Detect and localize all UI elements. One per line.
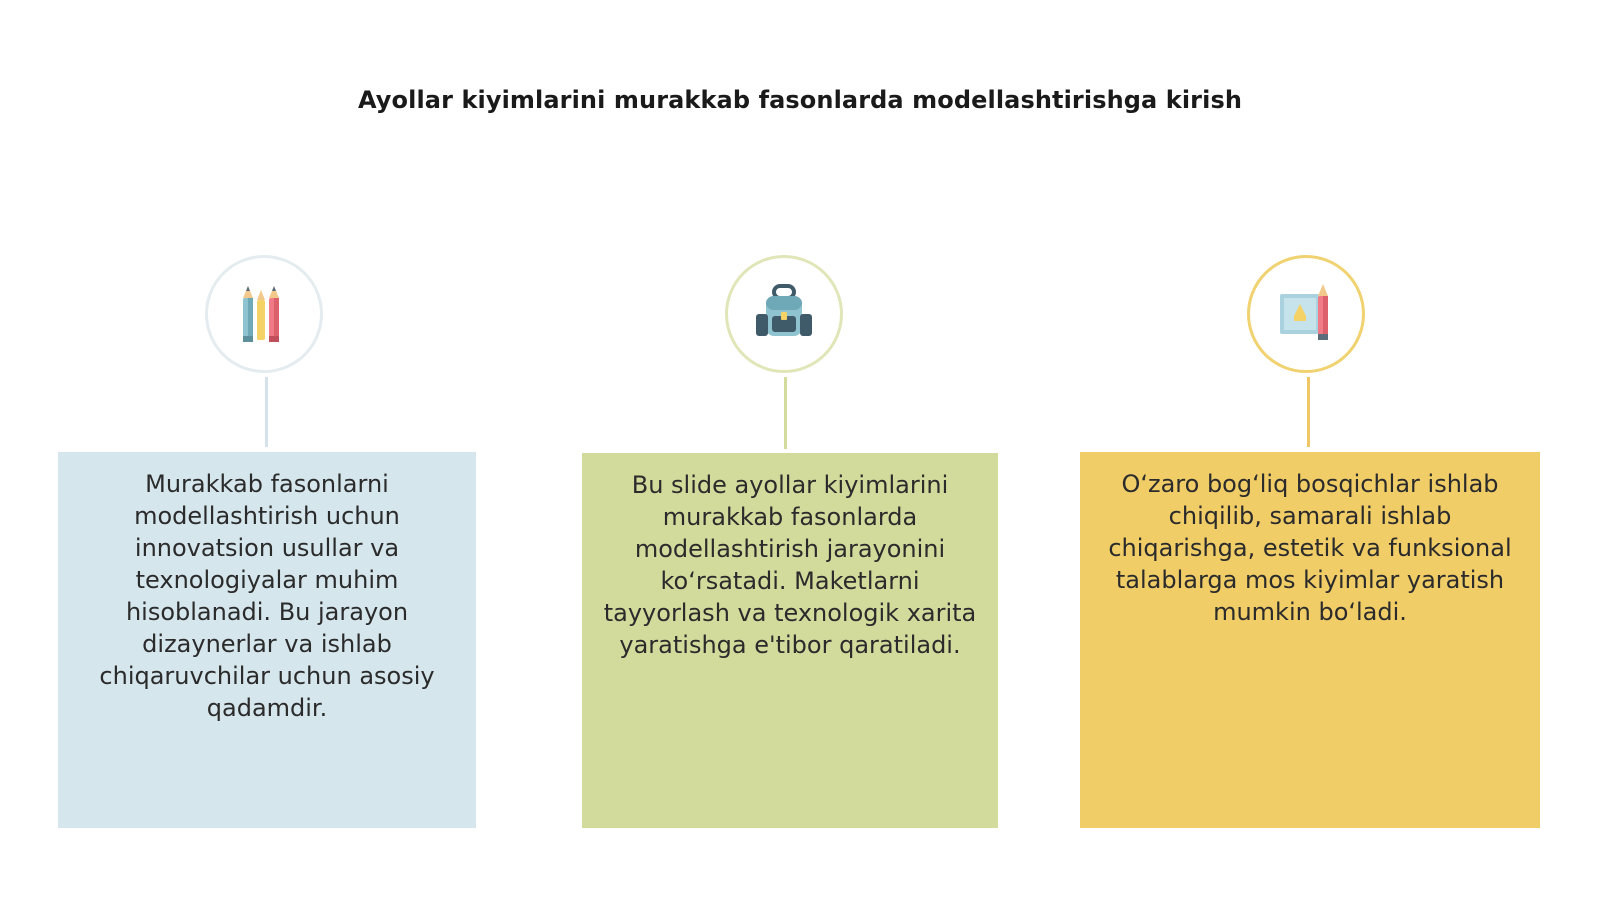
card-3-text: O‘zaro bog‘liq bosqichlar ishlab chiqilib, samarali ishlab chiqarishga, estetik va funksional talablarga mos kiyimlar yaratish mumkin bo‘ladi.	[1108, 470, 1512, 626]
card-1-text: Murakkab fasonlarni modellashtirish uchun innovatsion usullar va texnologiyalar muhim hisoblanadi. Bu jarayon dizaynerlar va ishlab chiqaruvchilar uchun asosiy qadamdir.	[99, 470, 435, 722]
icon-circle-2	[725, 255, 843, 373]
drawing-pencil-icon	[1274, 282, 1338, 346]
icon-circle-3	[1247, 255, 1365, 373]
info-card-2	[582, 453, 998, 828]
pencils-icon	[234, 282, 294, 346]
info-card-3	[1080, 452, 1540, 828]
icon-circle-1	[205, 255, 323, 373]
info-card-1	[58, 452, 476, 828]
connector-line-2	[784, 377, 787, 449]
backpack-icon	[752, 282, 816, 346]
card-2-text: Bu slide ayollar kiyimlarini murakkab fasonlarda modellashtirish jarayonini ko‘rsatadi. Maketlarni tayyorlash va texnologik xarita yaratishga e'tibor qaratiladi.	[603, 471, 977, 659]
slide-title: Ayollar kiyimlarini murakkab fasonlarda modellashtirishga kirish	[357, 86, 1243, 114]
connector-line-1	[265, 377, 268, 447]
connector-line-3	[1307, 377, 1310, 447]
